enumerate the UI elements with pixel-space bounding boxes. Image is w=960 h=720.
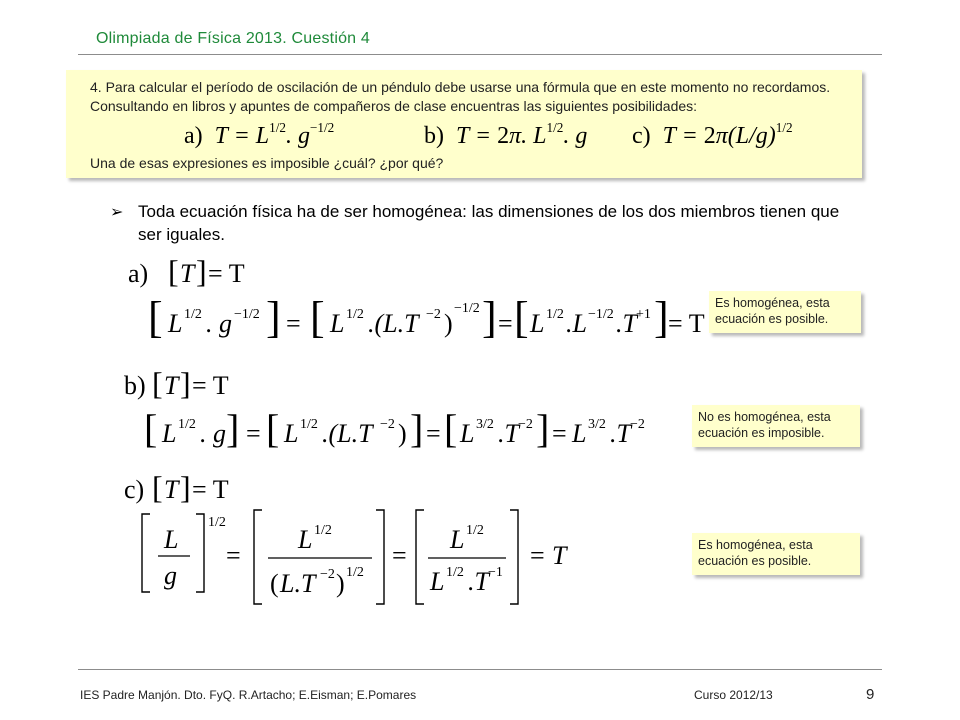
svg-text:]: ] (226, 406, 240, 451)
svg-text:]: ] (196, 256, 207, 289)
svg-text:L: L (298, 525, 313, 554)
svg-text:L: L (162, 419, 177, 448)
svg-text:.L: .L (566, 309, 587, 338)
svg-text:=: = (246, 419, 261, 448)
svg-text:L: L (164, 525, 179, 554)
svg-text:1/2: 1/2 (178, 417, 196, 432)
option-a-formula: a) $T = L^{1/2}$. $g^{-1/2}$ (184, 120, 335, 150)
svg-text:. g: . g (200, 419, 226, 448)
svg-text:.T: .T (616, 309, 637, 338)
svg-text:= T: = T (192, 371, 229, 400)
svg-text:[: [ (266, 406, 280, 451)
svg-text:−2: −2 (518, 417, 533, 432)
svg-text:[: [ (514, 293, 529, 342)
question-text: 4. Para calcular el período de oscilación de un péndulo debe usarse una fórmula que en este momento no recordamos. Consultando en libros y apuntes de compañeros de clase encuentras las siguientes posibilidades: (90, 79, 831, 114)
svg-text:L: L (284, 419, 299, 448)
svg-text:=: = (498, 309, 513, 338)
svg-text:c): c) (124, 475, 145, 504)
note-a: Es homogénea, esta ecuación es posible. (709, 291, 861, 333)
svg-text:L: L (430, 567, 445, 596)
svg-text:=: = (392, 541, 407, 570)
svg-text:−2: −2 (630, 417, 645, 432)
question-box (66, 70, 862, 178)
svg-text:L: L (330, 309, 345, 338)
svg-text:L: L (460, 419, 475, 448)
svg-text:−1: −1 (488, 565, 503, 580)
svg-text:1/2: 1/2 (184, 307, 202, 322)
footer-divider (78, 669, 882, 670)
svg-text:T: T (164, 475, 179, 504)
svg-text:.(L.T: .(L.T (322, 419, 373, 448)
footer-course: Curso 2012/13 (694, 688, 773, 702)
svg-text:L: L (450, 525, 465, 554)
svg-text:−2: −2 (426, 307, 441, 322)
footer-authors: IES Padre Manjón. Dto. FyQ. R.Artacho; E.Eisman; E.Pomares (80, 688, 417, 702)
analysis-a-equations (110, 256, 710, 356)
svg-text:L.T: L.T (280, 569, 316, 598)
svg-text:]: ] (180, 370, 191, 401)
svg-text:.T: .T (498, 419, 519, 448)
svg-text:1/2: 1/2 (446, 565, 464, 580)
svg-text:3/2: 3/2 (476, 417, 494, 432)
svg-text:(: ( (270, 569, 279, 598)
svg-text:=: = (226, 541, 241, 570)
svg-text:): ) (398, 419, 407, 448)
svg-text:]: ] (266, 293, 281, 342)
svg-text:−1/2: −1/2 (234, 307, 260, 322)
svg-text:[: [ (444, 406, 458, 451)
svg-text:g: g (164, 561, 177, 590)
svg-text:.T: .T (468, 567, 489, 596)
svg-text:]: ] (536, 406, 550, 451)
svg-text:1/2: 1/2 (314, 523, 332, 538)
note-c: Es homogénea, esta ecuación es posible. (692, 533, 860, 575)
svg-text:[: [ (148, 293, 163, 342)
svg-text:−2: −2 (380, 417, 395, 432)
svg-text:=: = (530, 541, 545, 570)
svg-text:1/2: 1/2 (300, 417, 318, 432)
header-divider (78, 54, 882, 55)
svg-text:.(L.T: .(L.T (368, 309, 419, 338)
page-title: Olimpiada de Física 2013. Cuestión 4 (96, 30, 371, 47)
question-bottom-text: Una de esas expresiones es imposible ¿cuál? ¿por qué? (90, 155, 444, 171)
svg-text:1/2: 1/2 (466, 523, 484, 538)
arrow-bullet-icon: ➢ (110, 204, 124, 221)
svg-text:[: [ (168, 256, 179, 289)
svg-text:1/2: 1/2 (346, 307, 364, 322)
svg-text:[: [ (144, 406, 158, 451)
svg-text:.T: .T (610, 419, 631, 448)
svg-text:= T: = T (208, 259, 245, 288)
svg-text:]: ] (654, 293, 669, 342)
analysis-b-equations (110, 370, 690, 470)
svg-text:−1/2: −1/2 (588, 307, 614, 322)
svg-text:T: T (180, 259, 195, 288)
svg-text:= T: = T (192, 475, 229, 504)
svg-text:1/2: 1/2 (208, 515, 226, 530)
svg-text:L: L (572, 419, 587, 448)
note-b: No es homogénea, esta ecuación es imposible. (692, 405, 860, 447)
svg-text:): ) (336, 569, 345, 598)
svg-text:a): a) (128, 259, 149, 288)
page-number: 9 (866, 686, 875, 703)
homogeneity-statement: Toda ecuación física ha de ser homogénea: las dimensiones de los dos miembros tienen que ser iguales. (138, 202, 840, 244)
svg-text:[: [ (152, 370, 163, 401)
svg-text:T: T (164, 371, 179, 400)
svg-text:]: ] (410, 406, 424, 451)
analysis-c-equations (110, 474, 670, 624)
svg-text:=: = (426, 419, 441, 448)
svg-text:]: ] (482, 293, 497, 342)
option-b-formula: b) T = 2π. $L^{1/2}$. g (424, 120, 588, 150)
svg-text:L: L (530, 309, 545, 338)
svg-text:. g: . g (206, 309, 232, 338)
option-c-formula: c) $T = 2\pi(L/g)^{1/2}$ (632, 120, 793, 150)
svg-text:b): b) (124, 371, 146, 400)
svg-text:= T: = T (668, 309, 705, 338)
svg-text:+1: +1 (636, 307, 651, 322)
svg-text:3/2: 3/2 (588, 417, 606, 432)
svg-text:1/2: 1/2 (346, 565, 364, 580)
svg-text:L: L (168, 309, 183, 338)
svg-text:−1/2: −1/2 (454, 301, 480, 316)
svg-text:=: = (552, 419, 567, 448)
svg-text:[: [ (310, 293, 325, 342)
svg-text:T: T (552, 541, 567, 570)
svg-text:1/2: 1/2 (546, 307, 564, 322)
svg-text:−2: −2 (320, 567, 335, 582)
svg-text:[: [ (152, 474, 163, 505)
svg-text:): ) (444, 309, 453, 338)
svg-text:=: = (286, 309, 301, 338)
svg-text:]: ] (180, 474, 191, 505)
